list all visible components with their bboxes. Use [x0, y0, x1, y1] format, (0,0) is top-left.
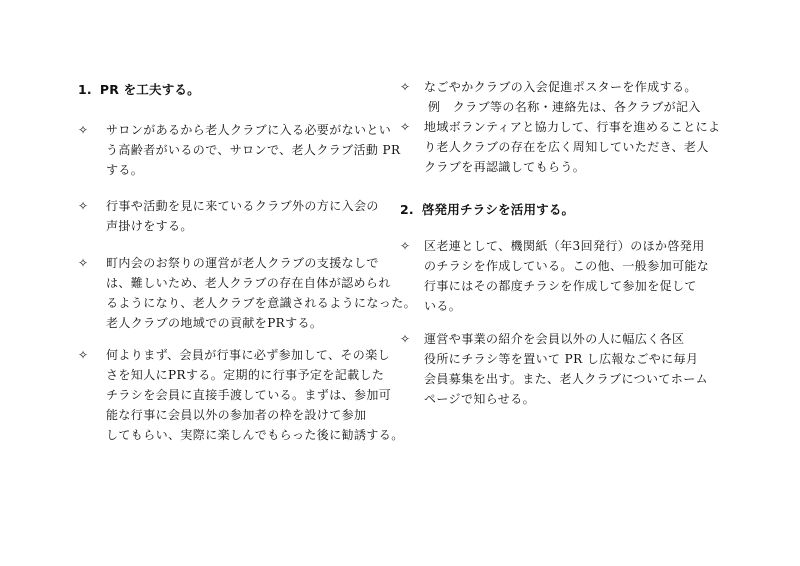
bullet-text-line: り老人クラブの存在を広く周知していただき、老人 — [424, 140, 709, 154]
bullet-item — [78, 345, 404, 445]
bullet-item — [78, 120, 401, 180]
section-number: 2. — [400, 202, 414, 217]
diamond-star-icon: ✧ — [78, 123, 89, 137]
bullet-text-line: 老人クラブの地域での貢献をPRする。 — [106, 316, 323, 330]
bullet-text-line: してもらい、実際に楽しんでもらった後に勧誘する。 — [106, 428, 404, 442]
section-number: 1. — [78, 82, 92, 97]
bullet-text-line: 声掛けをする。 — [106, 219, 193, 233]
bullet-text-line: のチラシを作成している。この他、一般参加可能な — [424, 259, 710, 273]
bullet-item — [400, 236, 710, 316]
bullet-text-line: るようになり、老人クラブを意識されるようになった。 — [106, 296, 417, 310]
bullet-text-line: 地域ボランティアと協力して、行事を進めることによ — [424, 120, 721, 134]
section-heading-2 — [400, 202, 574, 218]
bullet-text-line: 会員募集を出す。また、老人クラブについてホーム — [424, 372, 709, 386]
bullet-item — [400, 117, 721, 177]
bullet-text-line: さを知人にPRする。定期的に行事予定を記載した — [106, 368, 385, 382]
bullet-text-line: 区老連として、機関紙（年3回発行）のほか啓発用 — [424, 239, 705, 253]
diamond-star-icon: ✧ — [78, 199, 89, 213]
bullet-text-line: う高齢者がいるので、サロンで、老人クラブ活動 PR — [106, 143, 401, 157]
diamond-star-icon: ✧ — [400, 239, 411, 253]
bullet-text-line: いる。 — [424, 299, 462, 313]
bullet-text-line: 何よりまず、会員が行事に必ず参加して、その楽し — [106, 348, 391, 362]
bullet-text-line: 行事にはその都度チラシを作成して参加を促して — [424, 279, 697, 293]
diamond-star-icon: ✧ — [400, 120, 411, 134]
diamond-star-icon: ✧ — [400, 332, 411, 346]
diamond-star-icon: ✧ — [78, 348, 89, 362]
bullet-item — [400, 329, 710, 409]
section-title: 啓発用チラシを活用する。 — [421, 202, 575, 217]
example-note — [400, 97, 710, 117]
bullet-item — [78, 253, 417, 333]
bullet-text-line: 能な行事に会員以外の参加者の枠を設けて参加 — [106, 408, 367, 422]
bullet-text-line: チラシを会員に直接手渡している。まずは、参加可 — [106, 388, 392, 402]
example-text-line: 例 クラブ等の名称・連絡先は、各クラブが記入 — [428, 100, 701, 114]
bullet-text-line: なごやかクラブの入会促進ポスターを作成する。 — [424, 80, 697, 94]
bullet-text-line: 行事や活動を見に来ているクラブ外の方に入会の — [106, 199, 379, 213]
diamond-star-icon: ✧ — [78, 256, 89, 270]
diamond-star-icon: ✧ — [400, 80, 411, 94]
bullet-text-line: ページで知らせる。 — [424, 392, 536, 406]
bullet-text-line: 役所にチラシ等を置いて PR し広報なごやに毎月 — [424, 352, 699, 366]
bullet-item — [78, 196, 390, 236]
bullet-text-line: 町内会のお祭りの運営が老人クラブの支援なしで — [106, 256, 379, 270]
bullet-item — [400, 77, 710, 97]
section-heading-1 — [78, 82, 200, 98]
bullet-text-line: は、難しいため、老人クラブの存在自体が認められ — [106, 276, 391, 290]
bullet-text-line: 運営や事業の紹介を会員以外の人に幅広く各区 — [424, 332, 685, 346]
bullet-text-line: クラブを再認識してもらう。 — [424, 160, 586, 174]
bullet-text-line: する。 — [106, 163, 144, 177]
section-title: PR を工夫する。 — [99, 82, 200, 97]
bullet-text-line: サロンがあるから老人クラブに入る必要がないとい — [106, 123, 392, 137]
